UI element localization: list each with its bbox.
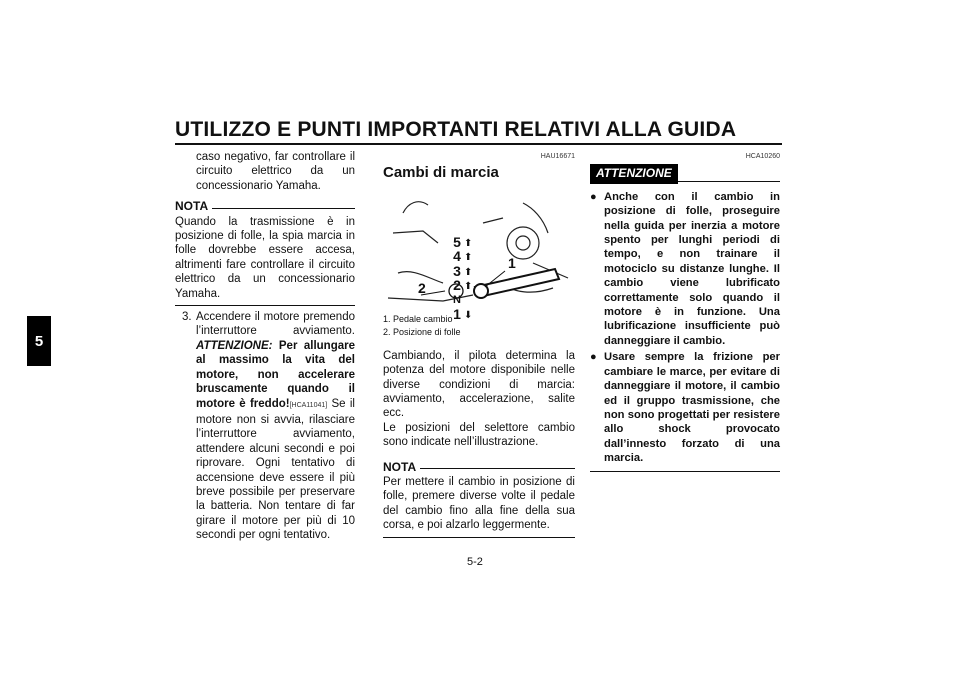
gear-4: 4 [453, 248, 461, 265]
attention-rule [678, 181, 780, 182]
attention-inline-label: ATTENZIONE: [196, 339, 273, 352]
arrow-up-icon: ⬆ [464, 252, 473, 264]
body-text-2: Le posizioni del selettore cambio sono indicate nell’illustrazione. [383, 421, 575, 449]
arrow-down-icon: ⬇ [464, 310, 473, 322]
nota-heading [175, 199, 355, 213]
nota-text: Quando la trasmissione è in posizione di folle, la spia marcia in folle dovrebbe essere accesa, altrimenti fare controllare il circuito elettrico da un concessionario Yamaha. [175, 215, 355, 300]
step-text-continued: Se il motore non si avvia, rilasciare l’interruttore avviamento, attendere alcuni secondi e poi riprovare. Ogni tentativo di accensione deve essere il più breve possibile per preservare la batteria. Non tentare di far girare il motore per più di 10 secondi per ogni tentativo. [196, 397, 355, 542]
nota-label: NOTA [175, 199, 209, 214]
section-heading: Cambi di marcia [383, 164, 499, 182]
page-title: UTILIZZO E PUNTI IMPORTANTI RELATIVI ALLA GUIDA [175, 118, 737, 141]
gear-sequence [449, 235, 465, 322]
gear-1: 1 [453, 306, 461, 323]
bullet-icon: ● [590, 190, 597, 203]
attention-end-rule [590, 471, 780, 472]
gear-arrows [464, 237, 472, 324]
gear-5: 5 [453, 233, 461, 250]
nota-rule-2 [420, 468, 575, 469]
attention-code-right: HCA10260 [745, 153, 780, 160]
attention-code: [HCA11041] [289, 401, 328, 409]
attention-bullet-1: ● Anche con il cambio in posizione di folle, proseguire nella guida per inerzia a motore spento per lunghi periodi di tempo, e non trainare il motociclo su distanze lunghe. Il cambio viene lubrificato correttamente solo quando il motore è in funzione. Una lubrificazione insufficiente può danneggiare il cambio. [590, 190, 780, 347]
section-tab: 5 [27, 316, 51, 366]
step-text: Accendere il motore premendo l’interruttore avviamento. ATTENZIONE: Per allungare al massimo la vita del motore, non accelerare bruscamente quando il motore è freddo![HCA11041] Se il motore non si avvia, rilasciare l’interruttore avviamento, attendere alcuni secondi e poi riprovare. Ogni tentativo di accensione deve essere il più breve possibile per preservare la batteria. Non tentare di far girare il motore per più di 10 secondi per ogni tentativo. [196, 311, 355, 542]
step-number: 3. [182, 311, 192, 324]
callout-2: 2 [418, 279, 426, 296]
nota-end-rule [175, 305, 355, 306]
caption-2: 2. Posizione di folle [383, 326, 461, 337]
nota-label-2: NOTA [383, 459, 417, 474]
gear-neutral: N [453, 293, 461, 306]
gear-shift-figure [383, 183, 575, 313]
section-code: HAU16671 [540, 153, 575, 160]
nota-rule [212, 208, 355, 209]
nota-text-2: Per mettere il cambio in posizione di folle, premere diverse volte il pedale del cambio fino alla fine della sua corsa, e poi alzarlo leggermente. [383, 476, 575, 532]
intro-text: caso negativo, far controllare il circuito elettrico da un concessionario Yamaha. [196, 151, 355, 192]
middle-column [383, 150, 575, 538]
arrow-up-icon: ⬆ [464, 237, 473, 249]
gear-3: 3 [453, 262, 461, 279]
page-number: 5-2 [467, 556, 483, 568]
attention-label: ATTENZIONE [590, 164, 678, 183]
attention-bullet-2: ● Usare sempre la frizione per cambiare le marce, per evitare di danneggiare il motore, il cambio ed il gruppo trasmissione, che non sono progettati per resistere allo shock provocato dall’innesto forzato di una marcia. [590, 351, 780, 465]
gear-2: 2 [453, 277, 461, 294]
arrow-up-icon: ⬆ [464, 281, 473, 293]
attention-heading [590, 164, 780, 183]
step-3 [175, 310, 355, 543]
arrow-up-icon: ⬆ [464, 266, 473, 278]
title-rule [175, 143, 782, 145]
nota-end-rule-2 [383, 537, 575, 538]
callout-1: 1 [508, 254, 516, 271]
bullet-icon: ● [590, 351, 597, 364]
caption-1: 1. Pedale cambio [383, 313, 453, 324]
attention-inline-text: Per allungare al massimo la vita del motore, non accelerare bruscamente quando il motore è freddo! [196, 339, 355, 410]
nota-heading-2 [383, 460, 575, 474]
body-text: Cambiando, il pilota determina la potenza del motore disponibile nelle diverse condizioni di marcia: avviamento, accelerazione, salite ecc. [383, 349, 575, 420]
right-column [590, 150, 780, 472]
left-column [175, 150, 355, 543]
